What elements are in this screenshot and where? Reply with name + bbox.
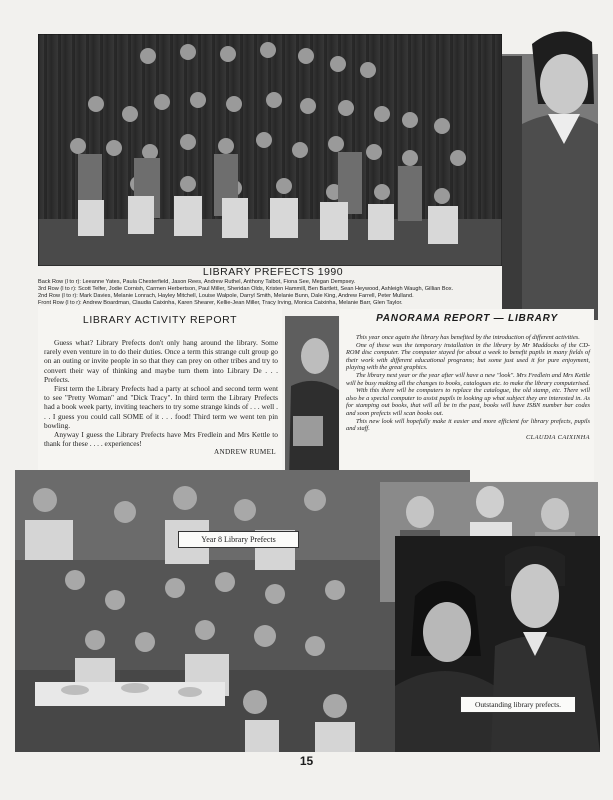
outstanding-prefects-photo bbox=[395, 536, 600, 752]
year8-caption: Year 8 Library Prefects bbox=[178, 531, 299, 548]
panorama-report-paragraph: One of these was the temporary installation in the library by Mr Maddocks of the CD-ROM disc computer. The computer stayed for about a week to benefit pupils in many fields of their work with different educational programs; but some just used it for pure enjoyment, playing with the great graphics. bbox=[346, 341, 590, 372]
page-number: 15 bbox=[299, 754, 314, 768]
caption-second-row: 2nd Row (l to r): Mark Davies, Melanie Lonrach, Hayley Mitchell, Louise Walpole, Darryl Smith, Melanie Bunn, Dale King, Andrew Farrell, Peter Mulland. bbox=[38, 293, 414, 299]
panorama-report-author: CLAUDIA CAIXINHA bbox=[526, 433, 590, 441]
group-photo-title: LIBRARY PREFECTS 1990 bbox=[202, 266, 344, 278]
caption-back-row: Back Row (l to r): Leeanne Yates, Paula Chesterfield, Jason Rees, Andrew Ruthel, Anthony Talbot, Fiona See, Megan Dempsey. bbox=[38, 279, 356, 285]
panorama-report-paragraph: The library next year or the year after will have a new "look". Mrs Fredlein and Mrs Kettle will be busy making all the changes to books, catalogues etc. to make the library computerised. bbox=[346, 371, 590, 387]
library-activity-paragraph: Guess what? Library Prefects don't only hang around the library. Some rarely even venture in to do their duties. Once a term this strange cult group go on an outing or invite people in so that they can prey on other tribes and try to convert their way of thinking and maybe turn them into Library De . . . Prefects. bbox=[44, 338, 278, 384]
panorama-report-heading: PANORAMA REPORT — LIBRARY bbox=[376, 313, 558, 324]
library-activity-paragraph: Anyway I guess the Library Prefects have Mrs Fredlein and Mrs Kettle to thank for these . . . . experiences! bbox=[44, 430, 278, 449]
group-photo-library-prefects bbox=[38, 34, 502, 266]
library-activity-author: ANDREW RUMEL bbox=[214, 448, 276, 457]
caption-front-row: Front Row (l to r): Andrew Boardman, Claudia Caixinha, Karen Shearer, Kellie-Jean Miller, Tracy Irving, Monica Caixinha, Melanie Barr, Glen Taylor. bbox=[38, 300, 403, 306]
panorama-report-paragraph: This year once again the library has benefited by the introduction of different activities. bbox=[356, 334, 580, 341]
group-photo-caption bbox=[38, 266, 508, 307]
library-activity-report bbox=[38, 306, 282, 471]
panorama-report-paragraph: This new look will hopefully make it easier and more efficient for library prefects, pupils and staff. bbox=[346, 417, 590, 433]
student-portrait-photo bbox=[502, 14, 598, 320]
caption-third-row: 3rd Row (l to r): Scott Telfer, Jodie Cornish, Carmen Herbertson, Paul Miller, Sheridan Olds, Kristen Hammill, Ben Bartlett, Sean Heywood, Ashleigh Waugh, Gillian Box. bbox=[38, 286, 454, 292]
library-activity-paragraph: First term the Library Prefects had a party at school and second term went to see "Pretty Woman" and "Dick Tracy". In third term the Library Prefects had a book week party, inviting teachers to try some strange kinds of . . . well . . . I guess you could call SOME of it . . . food! Third term we went ten pin bowling. bbox=[44, 384, 278, 430]
bowling-photo bbox=[285, 316, 339, 480]
library-activity-heading: LIBRARY ACTIVITY REPORT bbox=[82, 314, 238, 326]
panorama-report-paragraph: With this there will be computers to replace the catalogue, the old stamp, etc. There will also be a special computer to assist pupils in looking up what subject they are interested in. As for stamping out books, that will all be in the past, books will have ISBN number bar codes and soon prefects will scan books out. bbox=[346, 387, 590, 417]
panorama-report bbox=[340, 309, 594, 481]
outstanding-caption: Outstanding library prefects. bbox=[460, 696, 576, 713]
